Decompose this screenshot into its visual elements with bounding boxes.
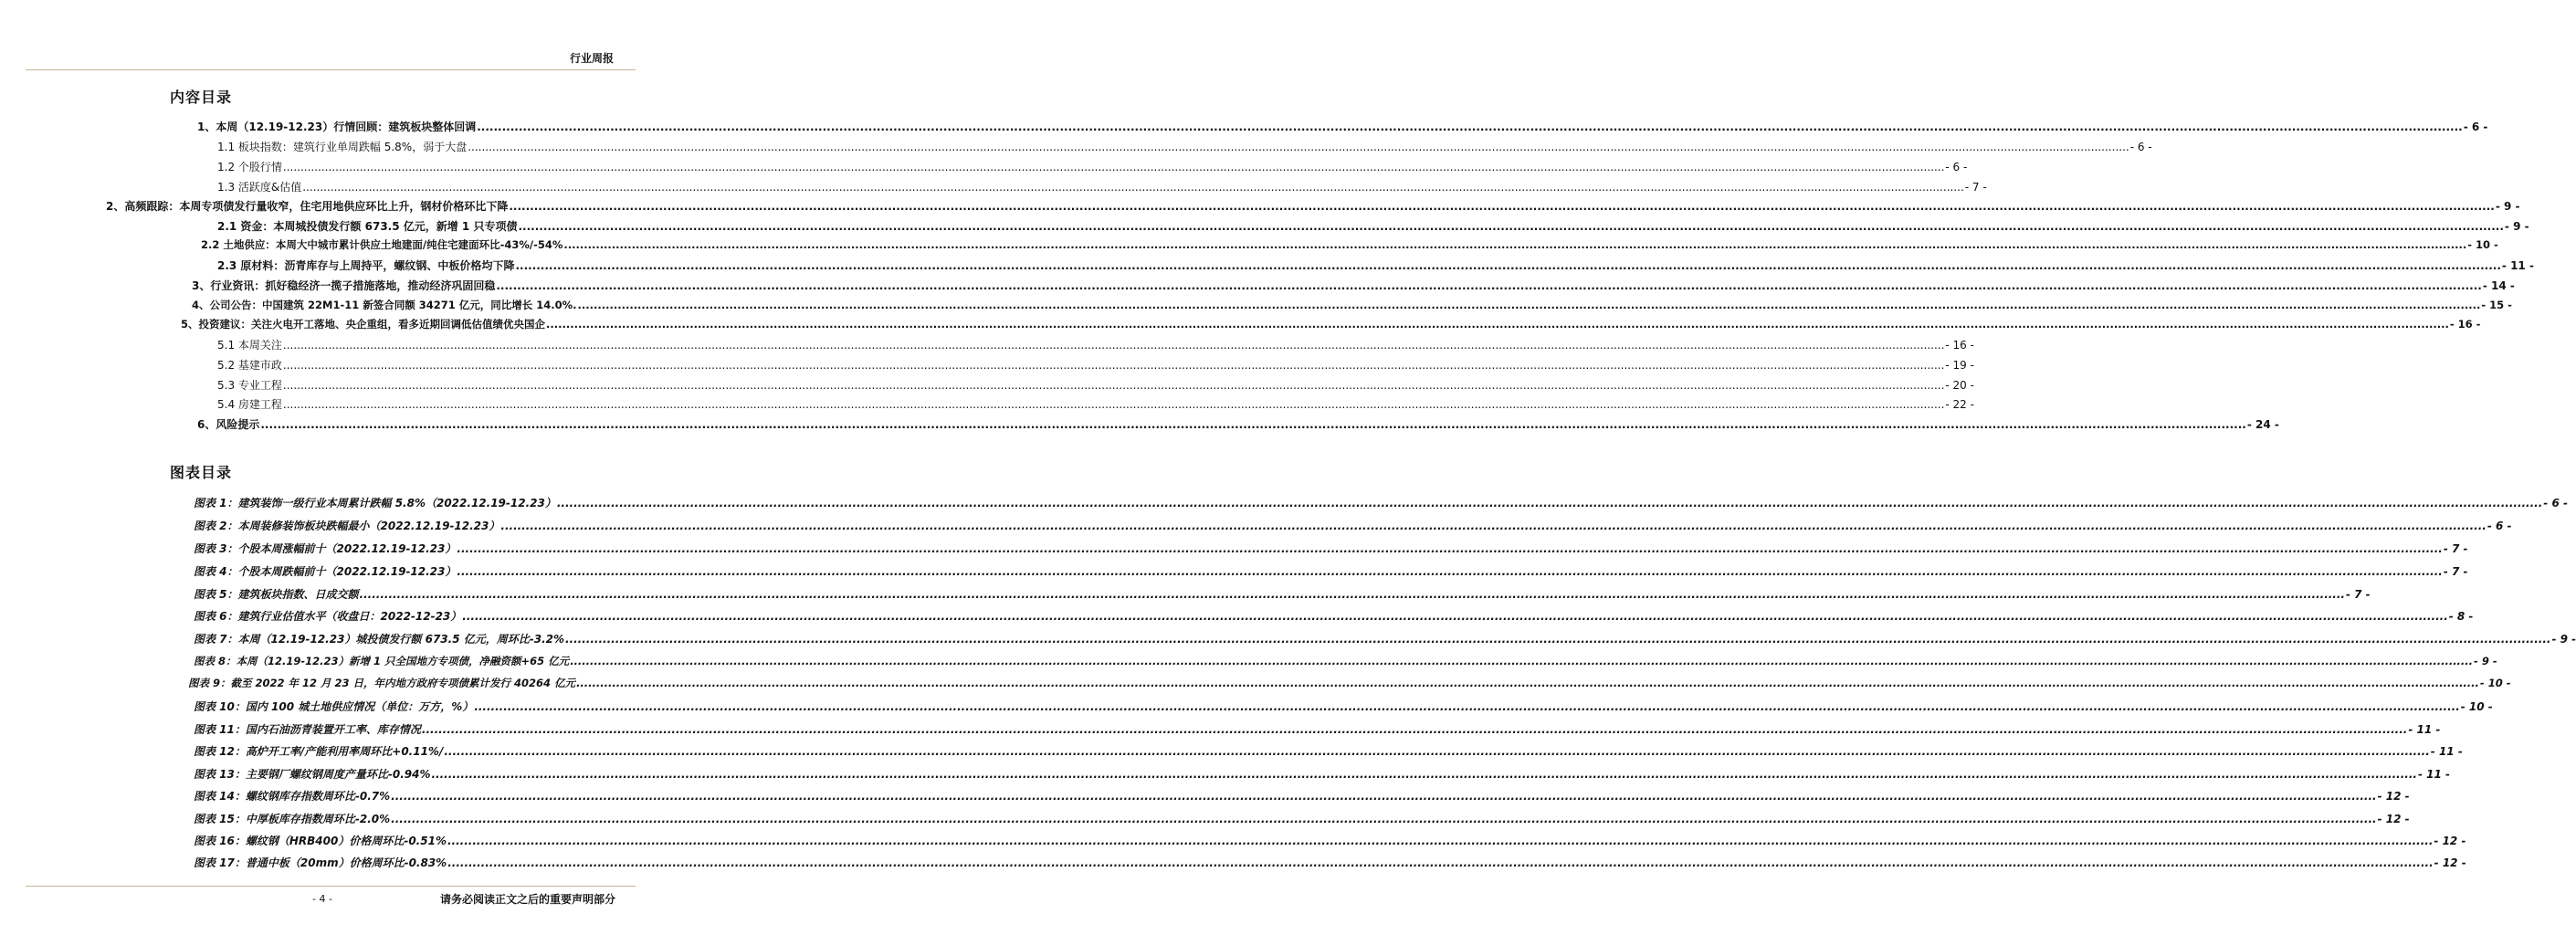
figure-item[interactable]: 图表 7：本周（12.19-12.23）城投债发行额 673.5 亿元，周环比-3.2% ..... - 9 - <box>194 631 615 646</box>
toc-item[interactable]: 1.2 个股行情 ..... - 6 - <box>217 159 615 174</box>
toc-item[interactable]: 5.4 房建工程 ..... - 22 - <box>217 396 615 412</box>
figure-item[interactable]: 图表 3：个股本周涨幅前十（2022.12.19-12.23） ..... - 7 - <box>194 541 615 556</box>
toc-item[interactable]: 1.1 板块指数：建筑行业单周跌幅 5.8%，弱于大盘 ..... - 6 - <box>217 139 615 154</box>
figure-item[interactable]: 图表 9：截至 2022 年 12 月 23 日，年内地方政府专项债累计发行 40264 亿元 ..... - 10 - <box>188 676 615 690</box>
figure-item[interactable]: 图表 15：中厚板库存指数周环比-2.0% ..... - 12 - <box>194 811 615 826</box>
figures-title: 图表目录 <box>170 464 233 481</box>
toc-item[interactable]: 2、高频跟踪：本周专项债发行量收窄，住宅用地供应环比上升，钢材价格环比下降 ..... - 9 - <box>106 198 636 214</box>
toc-item[interactable]: 2.2 土地供应：本周大中城市累计供应土地建面/纯住宅建面环比-43%/-54% ..... - 10 - <box>201 237 615 252</box>
toc-item[interactable]: 5、投资建议：关注火电开工落地、央企重组，看多近期回调低估值绩优央国企 ..... - 16 - <box>181 317 615 331</box>
contents-title: 内容目录 <box>170 89 233 106</box>
toc-item[interactable]: 5.3 专业工程 ..... - 20 - <box>217 377 615 393</box>
toc-item[interactable]: 6、风险提示 ..... - 24 - <box>197 416 615 432</box>
figure-item[interactable]: 图表 17：普通中板（20mm）价格周环比-0.83% ..... - 12 - <box>194 855 615 870</box>
figure-item[interactable]: 图表 10：国内 100 城土地供应情况（单位：万方，%） ..... - 10 - <box>194 699 615 714</box>
figure-item[interactable]: 图表 4：个股本周跌幅前十（2022.12.19-12.23） ..... - 7 - <box>194 563 615 579</box>
footer-rule <box>26 886 636 887</box>
toc-item[interactable]: 5.1 本周关注 ..... - 16 - <box>217 337 615 352</box>
figure-item[interactable]: 图表 5：建筑板块指数、日成交额 ..... - 7 - <box>194 586 615 602</box>
header-label: 行业周报 <box>569 52 614 65</box>
figure-item[interactable]: 图表 11：国内石油沥青装置开工率、库存情况 ..... - 11 - <box>194 721 615 737</box>
toc-item[interactable]: 1、本周（12.19-12.23）行情回顾：建筑板块整体回调 ..... - 6 - <box>197 119 615 134</box>
footer-disclaimer-note: 请务必阅读正文之后的重要声明部分 <box>439 893 615 906</box>
figure-item[interactable]: 图表 2：本周装修装饰板块跌幅最小（2022.12.19-12.23） ..... - 6 - <box>194 518 615 533</box>
footer-page-number: - 4 - <box>312 893 332 905</box>
toc-item[interactable]: 3、行业资讯：抓好稳经济一揽子措施落地，推动经济巩固回稳 ..... - 14 - <box>192 278 615 293</box>
toc-item[interactable]: 4、公司公告：中国建筑 22M1-11 新签合同额 34271 亿元，同比增长 14.0%. ..... - 15 - <box>192 298 615 312</box>
figure-item[interactable]: 图表 6：建筑行业估值水平（收盘日：2022-12-23） ..... - 8 - <box>194 608 615 624</box>
toc-item[interactable]: 1.3 活跃度&估值 ..... - 7 - <box>217 179 615 194</box>
toc-item[interactable]: 2.1 资金：本周城投债发行额 673.5 亿元，新增 1 只专项债 ..... - 9 - <box>217 218 615 234</box>
figure-item[interactable]: 图表 12：高炉开工率/产能利用率周环比+0.11%/ ..... - 11 - <box>194 743 615 759</box>
header-rule <box>26 69 636 70</box>
figure-item[interactable]: 图表 13：主要钢厂螺纹钢周度产量环比-0.94% ..... - 11 - <box>194 766 615 782</box>
figure-item[interactable]: 图表 8：本周（12.19-12.23）新增 1 只全国地方专项债，净融资额+65 亿元 ..... - 9 - <box>194 654 615 668</box>
figure-item[interactable]: 图表 16：螺纹钢（HRB400）价格周环比-0.51% ..... - 12 - <box>194 833 615 848</box>
figure-item[interactable]: 图表 1：建筑装饰一级行业本周累计跌幅 5.8%（2022.12.19-12.23） ..... - 6 - <box>194 495 615 510</box>
figure-item[interactable]: 图表 14：螺纹钢库存指数周环比-0.7% ..... - 12 - <box>194 788 615 804</box>
toc-item[interactable]: 5.2 基建市政 ..... - 19 - <box>217 357 615 373</box>
toc-item[interactable]: 2.3 原材料：沥青库存与上周持平，螺纹钢、中板价格均下降 ..... - 11 - <box>217 257 615 273</box>
